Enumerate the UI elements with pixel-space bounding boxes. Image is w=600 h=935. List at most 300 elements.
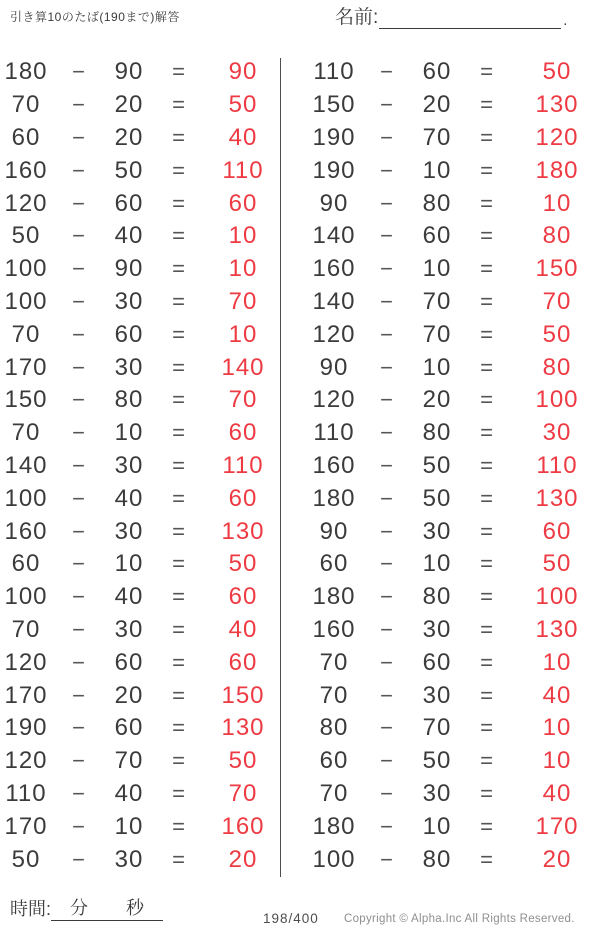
minus-sign: − bbox=[72, 157, 86, 183]
equals-sign: = bbox=[480, 584, 494, 610]
answer-value: 60 bbox=[228, 484, 258, 512]
problem-row bbox=[308, 318, 600, 351]
subtrahend: 70 bbox=[422, 123, 452, 151]
problem-row bbox=[308, 646, 600, 679]
equals-sign: = bbox=[172, 616, 186, 642]
subtrahend: 10 bbox=[114, 419, 144, 447]
minuend: 160 bbox=[312, 615, 356, 643]
problem-row bbox=[0, 581, 280, 614]
equals-sign: = bbox=[172, 485, 186, 511]
subtrahend: 70 bbox=[422, 320, 452, 348]
answer-value: 80 bbox=[542, 353, 572, 381]
answer-value: 110 bbox=[222, 156, 264, 184]
answer-value: 170 bbox=[535, 812, 579, 840]
subtrahend: 20 bbox=[114, 123, 144, 151]
minus-sign: − bbox=[380, 124, 394, 150]
subtrahend: 50 bbox=[114, 156, 144, 184]
problem-row bbox=[308, 187, 600, 220]
minus-sign: − bbox=[380, 715, 394, 741]
equals-sign: = bbox=[172, 813, 186, 839]
subtrahend: 30 bbox=[114, 287, 144, 315]
answer-value: 20 bbox=[542, 845, 572, 873]
problem-row bbox=[0, 154, 280, 187]
minus-sign: − bbox=[72, 485, 86, 511]
minuend: 60 bbox=[11, 550, 41, 578]
minus-sign: − bbox=[380, 452, 394, 478]
page-number: 198/400 bbox=[263, 911, 319, 926]
answer-value: 70 bbox=[228, 779, 258, 807]
subtrahend: 10 bbox=[422, 353, 452, 381]
minus-sign: − bbox=[72, 124, 86, 150]
minus-sign: − bbox=[380, 354, 394, 380]
minus-sign: − bbox=[72, 584, 86, 610]
minus-sign: − bbox=[380, 387, 394, 413]
problem-row bbox=[0, 417, 280, 450]
equals-sign: = bbox=[172, 387, 186, 413]
subtrahend: 90 bbox=[114, 255, 144, 283]
subtrahend: 60 bbox=[422, 222, 452, 250]
problem-row bbox=[308, 548, 600, 581]
subtrahend: 80 bbox=[422, 845, 452, 873]
equals-sign: = bbox=[480, 748, 494, 774]
minuend: 70 bbox=[319, 779, 349, 807]
problem-row bbox=[308, 581, 600, 614]
minus-sign: − bbox=[380, 682, 394, 708]
minuend: 170 bbox=[4, 353, 48, 381]
minuend: 190 bbox=[312, 156, 356, 184]
minus-sign: − bbox=[72, 92, 86, 118]
name-field bbox=[335, 2, 567, 29]
minuend: 100 bbox=[4, 583, 48, 611]
subtrahend: 80 bbox=[422, 419, 452, 447]
minuend: 180 bbox=[4, 58, 48, 86]
minuend: 120 bbox=[312, 320, 356, 348]
subtrahend: 20 bbox=[114, 681, 144, 709]
name-line-end: . bbox=[563, 12, 568, 29]
minus-sign: − bbox=[72, 288, 86, 314]
minutes-label: 分 bbox=[70, 898, 89, 918]
minus-sign: − bbox=[72, 190, 86, 216]
name-label: 名前: bbox=[335, 7, 379, 28]
copyright-notice: Copyright © Alpha.Inc All Rights Reserved. bbox=[344, 913, 575, 925]
answer-value: 130 bbox=[535, 615, 579, 643]
answer-value: 150 bbox=[535, 255, 579, 283]
answer-value: 60 bbox=[228, 419, 258, 447]
equals-sign: = bbox=[172, 354, 186, 380]
problem-row bbox=[308, 286, 600, 319]
answer-value: 70 bbox=[228, 287, 258, 315]
problem-row bbox=[0, 548, 280, 581]
equals-sign: = bbox=[480, 256, 494, 282]
minus-sign: − bbox=[380, 223, 394, 249]
equals-sign: = bbox=[172, 157, 186, 183]
subtrahend: 30 bbox=[114, 615, 144, 643]
subtrahend: 80 bbox=[422, 583, 452, 611]
minuend: 50 bbox=[11, 222, 41, 250]
problem-row bbox=[0, 450, 280, 483]
subtrahend: 40 bbox=[114, 222, 144, 250]
answer-value: 10 bbox=[542, 189, 572, 217]
subtrahend: 60 bbox=[422, 58, 452, 86]
problem-row bbox=[0, 187, 280, 220]
minus-sign: − bbox=[72, 420, 86, 446]
minuend: 90 bbox=[319, 353, 349, 381]
minuend: 180 bbox=[312, 484, 356, 512]
equals-sign: = bbox=[480, 485, 494, 511]
problem-row bbox=[308, 679, 600, 712]
minus-sign: − bbox=[72, 354, 86, 380]
subtrahend: 10 bbox=[114, 812, 144, 840]
problem-row bbox=[0, 286, 280, 319]
equals-sign: = bbox=[480, 649, 494, 675]
problem-row bbox=[308, 220, 600, 253]
subtrahend: 30 bbox=[422, 779, 452, 807]
problem-row bbox=[0, 122, 280, 155]
minuend: 160 bbox=[4, 156, 48, 184]
minuend: 60 bbox=[11, 123, 41, 151]
minus-sign: − bbox=[380, 748, 394, 774]
equals-sign: = bbox=[480, 813, 494, 839]
answer-value: 30 bbox=[542, 419, 572, 447]
equals-sign: = bbox=[172, 452, 186, 478]
equals-sign: = bbox=[480, 518, 494, 544]
answer-value: 100 bbox=[535, 386, 579, 414]
problem-row bbox=[308, 253, 600, 286]
answer-value: 130 bbox=[221, 714, 265, 742]
equals-sign: = bbox=[172, 288, 186, 314]
equals-sign: = bbox=[172, 682, 186, 708]
minus-sign: − bbox=[380, 518, 394, 544]
minus-sign: − bbox=[380, 288, 394, 314]
minus-sign: − bbox=[380, 616, 394, 642]
subtrahend: 40 bbox=[114, 779, 144, 807]
problem-row bbox=[0, 482, 280, 515]
minuend: 180 bbox=[312, 583, 356, 611]
minus-sign: − bbox=[72, 813, 86, 839]
equals-sign: = bbox=[172, 59, 186, 85]
equals-sign: = bbox=[172, 223, 186, 249]
equals-sign: = bbox=[172, 780, 186, 806]
answer-value: 50 bbox=[542, 58, 572, 86]
subtrahend: 50 bbox=[422, 747, 452, 775]
minuend: 70 bbox=[319, 681, 349, 709]
answer-value: 130 bbox=[535, 484, 579, 512]
equals-sign: = bbox=[480, 124, 494, 150]
problem-row bbox=[308, 384, 600, 417]
minuend: 70 bbox=[11, 419, 41, 447]
subtrahend: 30 bbox=[422, 681, 452, 709]
answer-value: 50 bbox=[542, 550, 572, 578]
answer-value: 150 bbox=[221, 681, 265, 709]
answer-value: 60 bbox=[228, 189, 258, 217]
problem-row bbox=[0, 515, 280, 548]
minus-sign: − bbox=[72, 682, 86, 708]
subtrahend: 60 bbox=[114, 714, 144, 742]
answer-value: 110 bbox=[222, 451, 264, 479]
equals-sign: = bbox=[480, 715, 494, 741]
subtrahend: 30 bbox=[114, 517, 144, 545]
equals-sign: = bbox=[480, 420, 494, 446]
answer-value: 60 bbox=[542, 517, 572, 545]
minus-sign: − bbox=[72, 223, 86, 249]
minuend: 110 bbox=[313, 58, 355, 86]
problem-row bbox=[308, 122, 600, 155]
equals-sign: = bbox=[172, 420, 186, 446]
minuend: 70 bbox=[319, 648, 349, 676]
equals-sign: = bbox=[480, 387, 494, 413]
minuend: 140 bbox=[312, 222, 356, 250]
minus-sign: − bbox=[380, 780, 394, 806]
subtrahend: 50 bbox=[422, 451, 452, 479]
minus-sign: − bbox=[380, 256, 394, 282]
answer-value: 100 bbox=[535, 583, 579, 611]
answer-value: 90 bbox=[228, 58, 258, 86]
equals-sign: = bbox=[480, 682, 494, 708]
problem-row bbox=[0, 778, 280, 811]
minuend: 100 bbox=[4, 484, 48, 512]
problem-row bbox=[308, 154, 600, 187]
problem-row bbox=[308, 450, 600, 483]
answer-value: 180 bbox=[535, 156, 579, 184]
answer-value: 50 bbox=[542, 320, 572, 348]
minuend: 70 bbox=[11, 91, 41, 119]
minus-sign: − bbox=[72, 748, 86, 774]
answer-value: 50 bbox=[228, 550, 258, 578]
equals-sign: = bbox=[480, 780, 494, 806]
problem-row bbox=[0, 810, 280, 843]
minus-sign: − bbox=[72, 715, 86, 741]
time-field bbox=[10, 895, 163, 921]
equals-sign: = bbox=[172, 518, 186, 544]
minuend: 50 bbox=[11, 845, 41, 873]
problem-row bbox=[308, 89, 600, 122]
minuend: 60 bbox=[319, 747, 349, 775]
name-blank-line[interactable] bbox=[379, 5, 561, 29]
problem-row bbox=[308, 778, 600, 811]
minus-sign: − bbox=[72, 551, 86, 577]
problem-row bbox=[308, 843, 600, 876]
minuend: 140 bbox=[312, 287, 356, 315]
answer-value: 130 bbox=[221, 517, 265, 545]
equals-sign: = bbox=[172, 715, 186, 741]
problem-row bbox=[0, 843, 280, 876]
minuend: 190 bbox=[4, 714, 48, 742]
subtrahend: 90 bbox=[114, 58, 144, 86]
minuend: 150 bbox=[4, 386, 48, 414]
minuend: 100 bbox=[4, 255, 48, 283]
equals-sign: = bbox=[480, 223, 494, 249]
minuend: 80 bbox=[319, 714, 349, 742]
subtrahend: 70 bbox=[114, 747, 144, 775]
minus-sign: − bbox=[72, 256, 86, 282]
equals-sign: = bbox=[172, 846, 186, 872]
subtrahend: 80 bbox=[114, 386, 144, 414]
minuend: 190 bbox=[312, 123, 356, 151]
worksheet-title: 引き算10のたば(190まで)解答 bbox=[10, 10, 180, 24]
answer-value: 10 bbox=[228, 255, 258, 283]
equals-sign: = bbox=[480, 354, 494, 380]
problems-column-right bbox=[280, 56, 600, 876]
equals-sign: = bbox=[172, 256, 186, 282]
subtrahend: 10 bbox=[422, 812, 452, 840]
answer-value: 10 bbox=[542, 747, 572, 775]
answer-value: 10 bbox=[542, 648, 572, 676]
problems-area bbox=[0, 56, 600, 876]
minuend: 60 bbox=[319, 550, 349, 578]
answer-value: 50 bbox=[228, 747, 258, 775]
minuend: 180 bbox=[312, 812, 356, 840]
equals-sign: = bbox=[480, 321, 494, 347]
equals-sign: = bbox=[480, 59, 494, 85]
equals-sign: = bbox=[172, 748, 186, 774]
subtrahend: 30 bbox=[114, 353, 144, 381]
equals-sign: = bbox=[480, 190, 494, 216]
subtrahend: 20 bbox=[422, 91, 452, 119]
answer-value: 20 bbox=[228, 845, 258, 873]
minuend: 110 bbox=[313, 419, 355, 447]
problem-row bbox=[308, 712, 600, 745]
subtrahend: 20 bbox=[114, 91, 144, 119]
subtrahend: 30 bbox=[422, 615, 452, 643]
equals-sign: = bbox=[480, 616, 494, 642]
minuend: 100 bbox=[4, 287, 48, 315]
minus-sign: − bbox=[72, 780, 86, 806]
subtrahend: 10 bbox=[422, 550, 452, 578]
minus-sign: − bbox=[380, 551, 394, 577]
minus-sign: − bbox=[380, 584, 394, 610]
subtrahend: 60 bbox=[114, 320, 144, 348]
subtrahend: 30 bbox=[114, 451, 144, 479]
subtrahend: 60 bbox=[114, 189, 144, 217]
subtrahend: 60 bbox=[114, 648, 144, 676]
time-label: 時間: bbox=[10, 899, 52, 919]
equals-sign: = bbox=[172, 124, 186, 150]
equals-sign: = bbox=[480, 157, 494, 183]
problems-column-left bbox=[0, 56, 280, 876]
minus-sign: − bbox=[72, 321, 86, 347]
minuend: 160 bbox=[4, 517, 48, 545]
problem-row bbox=[0, 745, 280, 778]
minuend: 160 bbox=[312, 255, 356, 283]
equals-sign: = bbox=[172, 649, 186, 675]
answer-value: 60 bbox=[228, 583, 258, 611]
problem-row bbox=[308, 614, 600, 647]
problem-row bbox=[308, 515, 600, 548]
minus-sign: − bbox=[72, 452, 86, 478]
problem-row bbox=[308, 351, 600, 384]
minus-sign: − bbox=[380, 846, 394, 872]
minus-sign: − bbox=[380, 157, 394, 183]
equals-sign: = bbox=[172, 190, 186, 216]
minuend: 110 bbox=[5, 779, 47, 807]
answer-value: 60 bbox=[228, 648, 258, 676]
problem-row bbox=[0, 318, 280, 351]
subtrahend: 40 bbox=[114, 583, 144, 611]
problem-row bbox=[0, 712, 280, 745]
minuend: 150 bbox=[312, 91, 356, 119]
subtrahend: 60 bbox=[422, 648, 452, 676]
answer-value: 120 bbox=[535, 123, 579, 151]
equals-sign: = bbox=[480, 551, 494, 577]
minuend: 120 bbox=[4, 648, 48, 676]
problem-row bbox=[308, 810, 600, 843]
equals-sign: = bbox=[172, 321, 186, 347]
minuend: 170 bbox=[4, 681, 48, 709]
minuend: 160 bbox=[312, 451, 356, 479]
minus-sign: − bbox=[72, 59, 86, 85]
minus-sign: − bbox=[380, 649, 394, 675]
equals-sign: = bbox=[172, 92, 186, 118]
equals-sign: = bbox=[480, 92, 494, 118]
minuend: 120 bbox=[4, 747, 48, 775]
answer-value: 40 bbox=[228, 615, 258, 643]
answer-value: 50 bbox=[228, 91, 258, 119]
answer-value: 130 bbox=[535, 91, 579, 119]
time-blank-line[interactable] bbox=[51, 898, 163, 921]
problem-row bbox=[308, 56, 600, 89]
answer-value: 40 bbox=[542, 779, 572, 807]
answer-value: 70 bbox=[542, 287, 572, 315]
equals-sign: = bbox=[480, 452, 494, 478]
minus-sign: − bbox=[72, 616, 86, 642]
answer-value: 80 bbox=[542, 222, 572, 250]
answer-value: 40 bbox=[228, 123, 258, 151]
answer-value: 70 bbox=[228, 386, 258, 414]
minus-sign: − bbox=[72, 518, 86, 544]
minus-sign: − bbox=[380, 420, 394, 446]
subtrahend: 10 bbox=[114, 550, 144, 578]
minus-sign: − bbox=[380, 321, 394, 347]
minuend: 120 bbox=[4, 189, 48, 217]
problem-row bbox=[308, 417, 600, 450]
answer-value: 160 bbox=[221, 812, 265, 840]
answer-value: 10 bbox=[542, 714, 572, 742]
equals-sign: = bbox=[172, 551, 186, 577]
equals-sign: = bbox=[172, 584, 186, 610]
subtrahend: 40 bbox=[114, 484, 144, 512]
minus-sign: − bbox=[380, 485, 394, 511]
minus-sign: − bbox=[380, 190, 394, 216]
minuend: 170 bbox=[4, 812, 48, 840]
minuend: 140 bbox=[4, 451, 48, 479]
problem-row bbox=[0, 646, 280, 679]
problem-row bbox=[0, 614, 280, 647]
minus-sign: − bbox=[72, 387, 86, 413]
equals-sign: = bbox=[480, 288, 494, 314]
problem-row bbox=[0, 253, 280, 286]
minus-sign: − bbox=[380, 813, 394, 839]
problem-row bbox=[308, 745, 600, 778]
minus-sign: − bbox=[72, 846, 86, 872]
answer-value: 10 bbox=[228, 222, 258, 250]
subtrahend: 50 bbox=[422, 484, 452, 512]
problem-row bbox=[308, 482, 600, 515]
minuend: 90 bbox=[319, 189, 349, 217]
problem-row bbox=[0, 89, 280, 122]
problem-row bbox=[0, 679, 280, 712]
answer-value: 110 bbox=[536, 451, 578, 479]
subtrahend: 10 bbox=[422, 255, 452, 283]
minuend: 70 bbox=[11, 615, 41, 643]
answer-value: 140 bbox=[221, 353, 265, 381]
subtrahend: 80 bbox=[422, 189, 452, 217]
minuend: 120 bbox=[312, 386, 356, 414]
minus-sign: − bbox=[380, 92, 394, 118]
equals-sign: = bbox=[480, 846, 494, 872]
subtrahend: 70 bbox=[422, 287, 452, 315]
problem-row bbox=[0, 56, 280, 89]
minuend: 70 bbox=[11, 320, 41, 348]
